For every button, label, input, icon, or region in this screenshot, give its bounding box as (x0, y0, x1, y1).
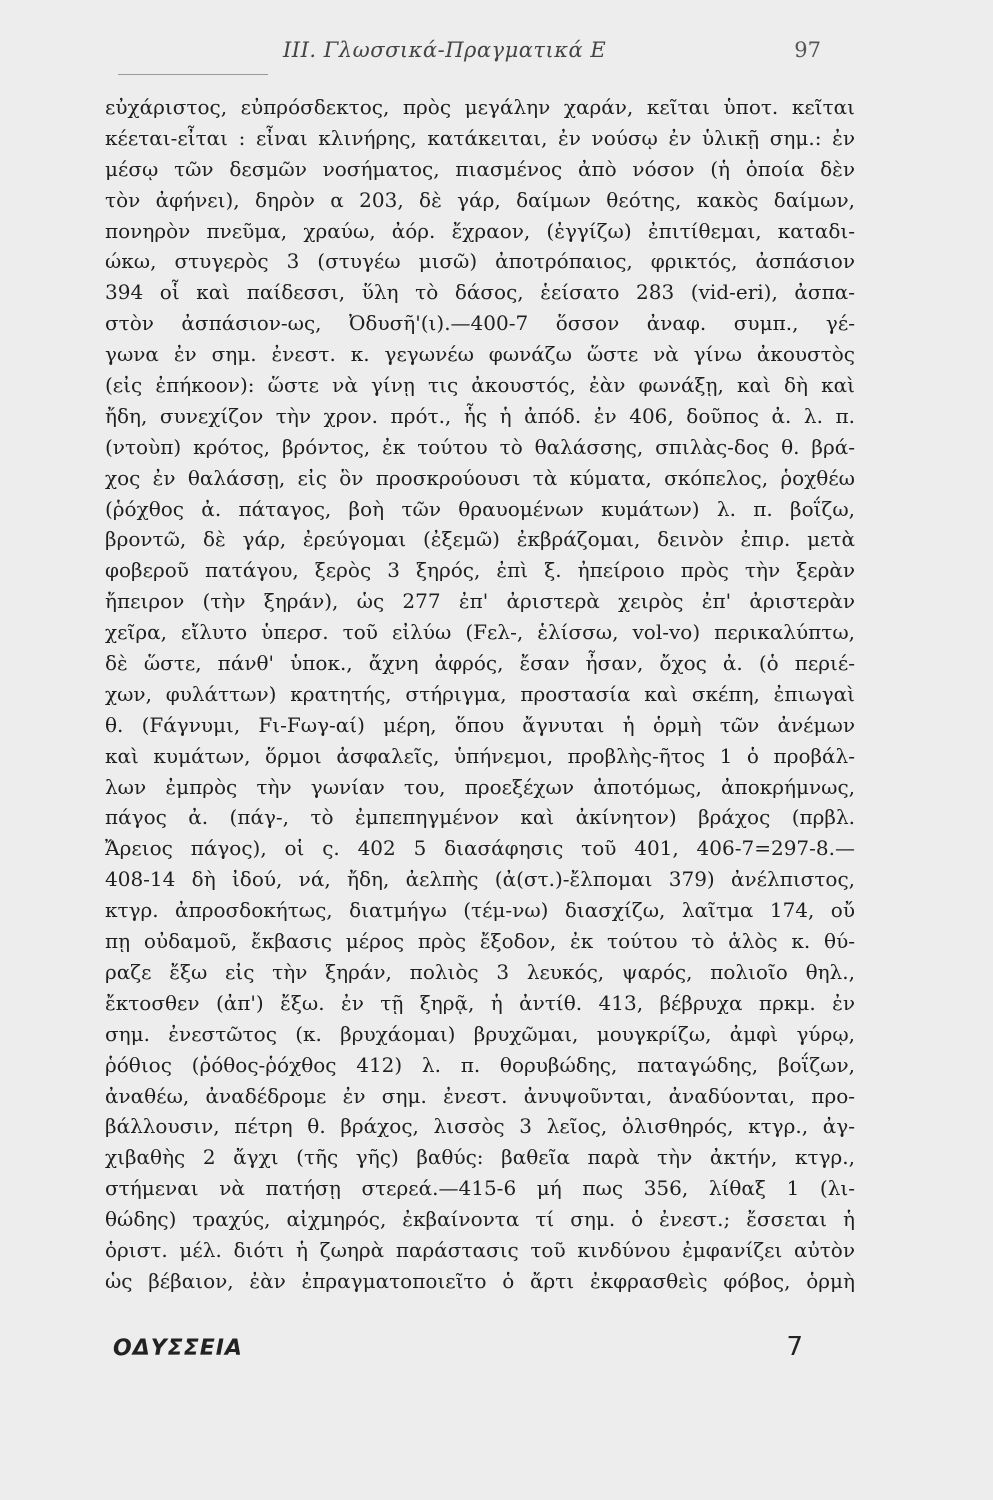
text-line: ραζε ἔξω εἰς τὴν ξηράν, πολιὸς 3 λευκός, ψαρός, πολιοῖο θηλ., (105, 959, 855, 984)
text-line: σημ. ἐνεστῶτος (κ. βρυχάομαι) βρυχῶμαι, μουγκρίζω, ἀμφὶ γύρῳ, (105, 1021, 855, 1046)
text-line: μέσῳ τῶν δεσμῶν νοσήματος, πιασμένος ἀπὸ νόσον (ἡ ὁποία δὲν (105, 156, 855, 181)
text-line: (ῥόχθος ἀ. πάταγος, βοὴ τῶν θραυομένων κυμάτων) λ. π. βοΐζω, (105, 496, 855, 521)
text-line: ώκω, στυγερὸς 3 (στυγέω μισῶ) ἀποτρόπαιος, φρικτός, ἀσπάσιον (105, 249, 855, 274)
text-line: (εἰς ἐπήκοον): ὥστε νὰ γίνῃ τις ἀκουστός, ἐὰν φωνάξῃ, καὶ δὴ καὶ (105, 373, 855, 398)
text-line: ὁριστ. μέλ. διότι ἡ ζωηρὰ παράστασις τοῦ κινδύνου ἐμφανίζει αὐτὸν (105, 1237, 855, 1262)
text-line: πῃ οὐδαμοῦ, ἔκβασις μέρος πρὸς ἔξοδον, ἐκ τούτου τὸ ἁλὸς κ. θύ- (105, 929, 855, 954)
text-line: πονηρὸν πνεῦμα, χραύω, ἀόρ. ἔχραον, (ἐγγίζω) ἐπιτίθεμαι, καταδι- (105, 218, 855, 243)
text-line: ἤδη, συνεχίζον τὴν χρον. πρότ., ἧς ἡ ἀπόδ. ἐν 406, δοῦπος ἀ. λ. π. (105, 403, 855, 428)
text-line: ῥόθιος (ῥόθος-ῥόχθος 412) λ. π. θορυβώδης, παταγώδης, βοΐζων, (105, 1052, 855, 1077)
text-line: γωνα ἐν σημ. ἐνεστ. κ. γεγωνέω φωνάζω ὥστε νὰ γίνω ἀκουστὸς (105, 342, 855, 367)
text-line: φοβεροῦ πατάγου, ξερὸς 3 ξηρός, ἐπὶ ξ. ἠπείροιο πρὸς τὴν ξερὰν (105, 558, 855, 583)
text-line: βροντῶ, δὲ γάρ, ἐρεύγομαι (ἐξεμῶ) ἐκβράζομαι, δεινὸν ἐπιρ. μετὰ (105, 527, 855, 552)
page-footer (113, 1332, 803, 1376)
text-line: κτγρ. ἀπροσδοκήτως, διατμήγω (τέμ-νω) διασχίζω, λαῖτμα 174, οὔ (105, 898, 855, 923)
text-line: 408-14 δὴ ἰδού, νά, ἤδη, ἀελπὴς (ἀ(στ.)-ἔλπομαι 379) ἀνέλπιστος, (105, 867, 855, 892)
book-title: ΟΔΥΣΣΕΙΑ (113, 1336, 243, 1361)
text-line: τὸν ἀφήνει), δηρὸν α 203, δὲ γάρ, δαίμων θεότης, κακὸς δαίμων, (105, 187, 855, 212)
text-line: χος ἐν θαλάσσῃ, εἰς ὃν προσκρούουσι τὰ κύματα, σκόπελος, ῥοχθέω (105, 465, 855, 490)
running-header (0, 38, 993, 78)
running-title: III. Γλωσσικά-Πραγματικά Ε (283, 38, 607, 62)
text-line: χιβαθὴς 2 ἄγχι (τῆς γῆς) βαθύς: βαθεῖα παρὰ τὴν ἀκτήν, κτγρ., (105, 1145, 855, 1170)
text-line: πάγος ἀ. (πάγ-, τὸ ἐμπεπηγμένον καὶ ἀκίνητον) βράχος (πρβλ. (105, 805, 855, 830)
text-line: (ντοὺπ) κρότος, βρόντος, ἐκ τούτου τὸ θαλάσσης, σπιλὰς-δος θ. βρά- (105, 434, 855, 459)
text-line: 394 οἷ καὶ παίδεσσι, ὕλη τὸ δάσος, ἑείσατο 283 (vid-eri), ἀσπα- (105, 280, 855, 305)
header-rule (118, 74, 268, 75)
text-line: βάλλουσιν, πέτρη θ. βράχος, λισσὸς 3 λεῖος, ὀλισθηρός, κτγρ., ἀγ- (105, 1114, 855, 1139)
commentary-text (105, 92, 855, 1297)
text-line: ἀναθέω, ἀναδέδρομε ἐν σημ. ἐνεστ. ἀνυψοῦνται, ἀναδύονται, προ- (105, 1083, 855, 1108)
text-line: χεῖρα, εἴλυτο ὑπερσ. τοῦ εἰλύω (Fελ-, ἑλίσσω, vol-vo) περικαλύπτω, (105, 620, 855, 645)
text-line: ἔκτοσθεν (ἀπ') ἔξω. ἐν τῇ ξηρᾷ, ἡ ἀντίθ. 413, βέβρυχα πρκμ. ἐν (105, 990, 855, 1015)
text-line: Ἄρειος πάγος), οἱ ς. 402 5 διασάφησις τοῦ 401, 406-7=297-8.— (105, 836, 855, 861)
text-line: θώδης) τραχύς, αἰχμηρός, ἐκβαίνοντα τί σημ. ὁ ἐνεστ.; ἔσσεται ἡ (105, 1207, 855, 1232)
text-line: θ. (Fάγνυμι, Fι-Fωγ-αί) μέρη, ὅπου ἄγνυται ἡ ὁρμὴ τῶν ἀνέμων (105, 712, 855, 737)
text-line: στὸν ἀσπάσιον-ως, Ὀδυσῆ'(ι).—400-7 ὅσσον ἀναφ. συμπ., γέ- (105, 311, 855, 336)
text-line: εὐχάριστος, εὐπρόσδεκτος, πρὸς μεγάλην χαράν, κεῖται ὑποτ. κεῖται (105, 95, 855, 119)
text-line: δὲ ὥστε, πάνθ' ὑποκ., ἄχνη ἀφρός, ἔσαν ἦσαν, ὄχος ἀ. (ὁ περιέ- (105, 651, 855, 676)
text-line: καὶ κυμάτων, ὅρμοι ἀσφαλεῖς, ὑπήνεμοι, προβλὴς-ῆτος 1 ὁ προβάλ- (105, 743, 855, 768)
page-number: 97 (794, 38, 821, 62)
text-line: κέεται-εἶται : εἶναι κλινήρης, κατάκειται, ἐν νούσῳ ἐν ὑλικῇ σημ.: ἐν (105, 125, 855, 150)
text-line: χων, φυλάττων) κρατητής, στήριγμα, προστασία καὶ σκέπη, ἐπιωγαὶ (105, 681, 855, 706)
text-line: ὡς βέβαιον, ἐὰν ἐπραγματοποιεῖτο ὁ ἄρτι ἐκφρασθεὶς φόβος, ὁρμὴ (105, 1268, 855, 1293)
text-line: στήμεναι νὰ πατήσῃ στερεά.—415-6 μή πως 356, λίθαξ 1 (λι- (105, 1176, 855, 1201)
text-line: λων ἐμπρὸς τὴν γωνίαν του, προεξέχων ἀποτόμως, ἀποκρήμνως, (105, 774, 855, 799)
signature-mark: 7 (786, 1332, 803, 1362)
text-line: ἤπειρον (τὴν ξηράν), ὡς 277 ἐπ' ἀριστερὰ χειρὸς ἐπ' ἀριστερὰν (105, 589, 855, 614)
